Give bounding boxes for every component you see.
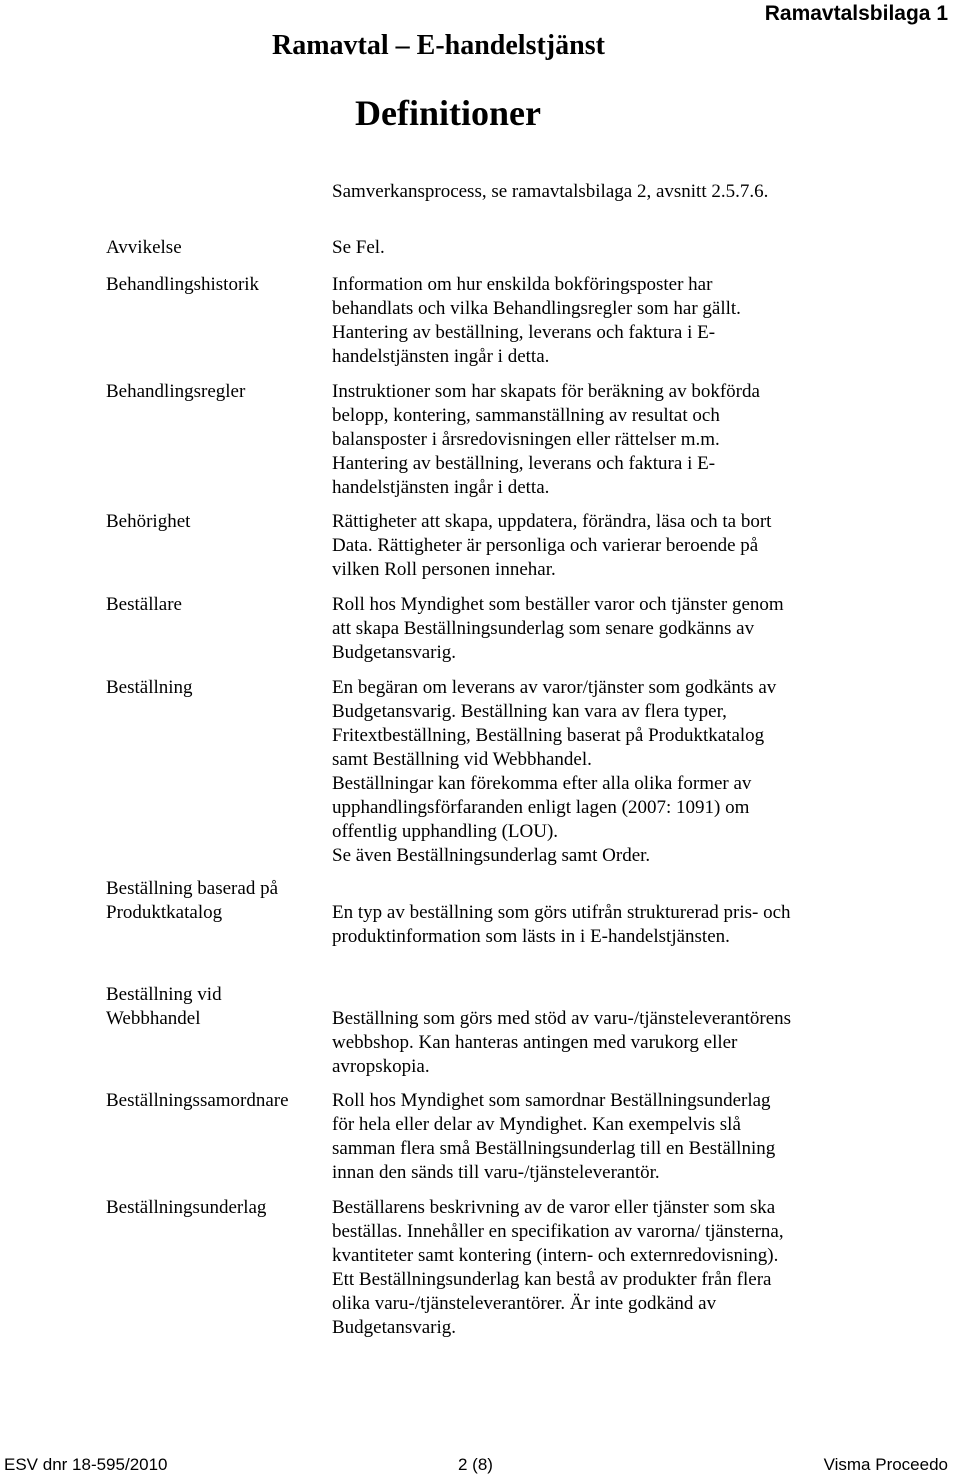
term-behandlingsregler: Behandlingsregler <box>106 381 246 402</box>
term-bestallningssamordnare: Beställningssamordnare <box>106 1090 289 1111</box>
definition-text: Se även Beställningsunderlag samt Order. <box>332 845 651 866</box>
definition-text: Information om hur enskilda bokföringsposter har behandlats och vilka Behandlingsregler som har gällt. Hantering av beställning, leverans och faktura i E-handelstjänsten ingår i detta. <box>332 274 741 367</box>
definition-behorighet <box>332 510 792 582</box>
term-behandlingshistorik: Behandlingshistorik <box>106 274 260 295</box>
appendix-label: Ramavtalsbilaga 1 <box>764 2 948 25</box>
definition-text: Instruktioner som har skapats för beräkning av bokförda belopp, kontering, sammanställning av resultat och balansposter i årsredovisningen eller rättelser m.m. Hantering av beställning, leverans och faktura i E-handelstjänsten ingår i detta. <box>332 381 760 498</box>
term-avvikelse: Avvikelse <box>106 237 182 258</box>
definition-bestallning <box>332 676 792 868</box>
term-bestallning: Beställning <box>106 677 193 698</box>
document-title: Ramavtal – E-handelstjänst <box>272 30 605 61</box>
definition-text: Se Fel. <box>332 237 385 258</box>
definition-bestallningssamordnare <box>332 1089 792 1185</box>
term-bestallningsunderlag: Beställningsunderlag <box>106 1197 267 1218</box>
footer-company: Visma Proceedo <box>823 1455 948 1474</box>
definition-behandlingshistorik <box>332 273 792 369</box>
definition-text: Beställning som görs med stöd av varu-/tjänsteleverantörens webbshop. Kan hanteras antingen med varukorg eller avropskopia. <box>332 1008 792 1077</box>
term-bestallare: Beställare <box>106 594 182 615</box>
definition-text: Roll hos Myndighet som beställer varor och tjänster genom att skapa Beställningsunderlag som senare godkänns av Budgetansvarig. <box>332 594 784 663</box>
definition-bestallare <box>332 593 792 665</box>
definition-bestallningsunderlag <box>332 1196 792 1340</box>
definition-text: Rättigheter att skapa, uppdatera, förändra, läsa och ta bort Data. Rättigheter är personliga och varierar beroende på vilken Roll personen innehar. <box>332 511 772 580</box>
definition-avvikelse <box>332 236 792 260</box>
definition-text: Roll hos Myndighet som samordnar Beställningsunderlag för hela eller delar av Myndighet. Kan exempelvis slå samman flera små Beställningsunderlag till en Beställning innan den sänds till varu-/tjänsteleverantör. <box>332 1090 776 1183</box>
term-bestallning-vid-webbhandel: Beställning vid Webbhandel <box>106 984 222 1029</box>
definition-text: En typ av beställning som görs utifrån strukturerad pris- och produktinformation som lästs in i E-handelstjänsten. <box>332 902 791 947</box>
definition-text: Beställarens beskrivning av de varor eller tjänster som ska beställas. Innehåller en specifikation av varorna/ tjänsterna, kvantiteter samt kontering (intern- och externredovisning). Ett Beställningsunderlag kan bestå av produkter från flera olika varu-/tjänsteleverantörer. Är inte godkänd av Budgetansvarig. <box>332 1197 784 1338</box>
term-behorighet: Behörighet <box>106 511 191 532</box>
footer-page-number: 2 (8) <box>458 1455 493 1474</box>
definition-bestallning-baserad-pa-produktkatalog <box>332 901 792 949</box>
definition-behandlingsregler <box>332 380 792 500</box>
definition-text: Beställningar kan förekomma efter alla olika former av upphandlingsförfaranden enligt lagen (2007: 1091) om offentlig upphandling (LOU). <box>332 773 752 842</box>
definition-bestallning-vid-webbhandel <box>332 1007 792 1079</box>
term-bestallning-baserad-pa-produktkatalog: Beställning baserad på Produktkatalog <box>106 878 279 923</box>
section-heading: Definitioner <box>355 93 541 133</box>
footer-reference: ESV dnr 18-595/2010 <box>4 1455 168 1474</box>
intro-text: Samverkansprocess, se ramavtalsbilaga 2, avsnitt 2.5.7.6. <box>332 181 769 202</box>
definition-text: En begäran om leverans av varor/tjänster som godkänts av Budgetansvarig. Beställning kan vara av flera typer, Fritextbeställning, Beställning baserat på Produktkatalog samt Beställning vid Webbhandel. <box>332 677 777 770</box>
